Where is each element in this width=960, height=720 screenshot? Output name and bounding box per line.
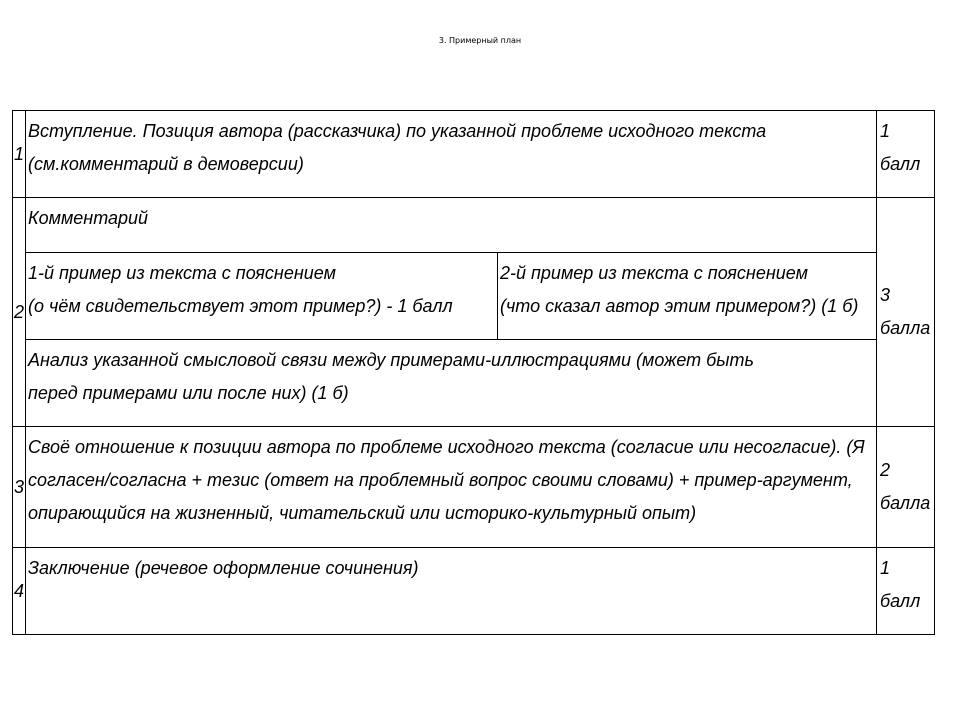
plan-row-2-analysis — [13, 340, 935, 427]
row-number: 1 — [13, 111, 26, 198]
analysis-text: Анализ указанной смысловой связи между примерами-иллюстрациями (может быть перед примерами или после них) (1 б) — [26, 340, 877, 427]
row-number: 3 — [13, 427, 26, 548]
opinion-text: Своё отношение к позиции автора по проблеме исходного текста (согласие или несогласие). (Я согласен/согласна + тезис (ответ на проблемный вопрос своими словами) + пример-аргумент, опирающийся на жизненный, читательский или историко-культурный опыт) — [26, 427, 877, 548]
plan-row-2-comment — [13, 198, 935, 253]
plan-row-4 — [13, 548, 935, 635]
conclusion-text: Заключение (речевое оформление сочинения) — [26, 548, 877, 635]
plan-table — [12, 110, 935, 635]
points-cell: 1 балл — [877, 548, 935, 635]
plan-row-3 — [13, 427, 935, 548]
row-number: 2 — [13, 198, 26, 427]
points-cell: 2 балла — [877, 427, 935, 548]
points-cell: 3 балла — [877, 198, 935, 427]
slide-title: 3. Примерный план — [438, 36, 522, 45]
points-cell: 1 балл — [877, 111, 935, 198]
plan-row-2-examples — [13, 253, 935, 340]
plan-row-1 — [13, 111, 935, 198]
example-1-text: 1-й пример из текста с пояснением (о чём свидетельствует этот пример?) - 1 балл — [26, 253, 498, 340]
intro-text: Вступление. Позиция автора (рассказчика) по указанной проблеме исходного текста (см.комментарий в демоверсии) — [26, 111, 877, 198]
example-2-text: 2-й пример из текста с пояснением (что сказал автор этим примером?) (1 б) — [498, 253, 877, 340]
comment-text: Комментарий — [26, 198, 877, 253]
row-number: 4 — [13, 548, 26, 635]
